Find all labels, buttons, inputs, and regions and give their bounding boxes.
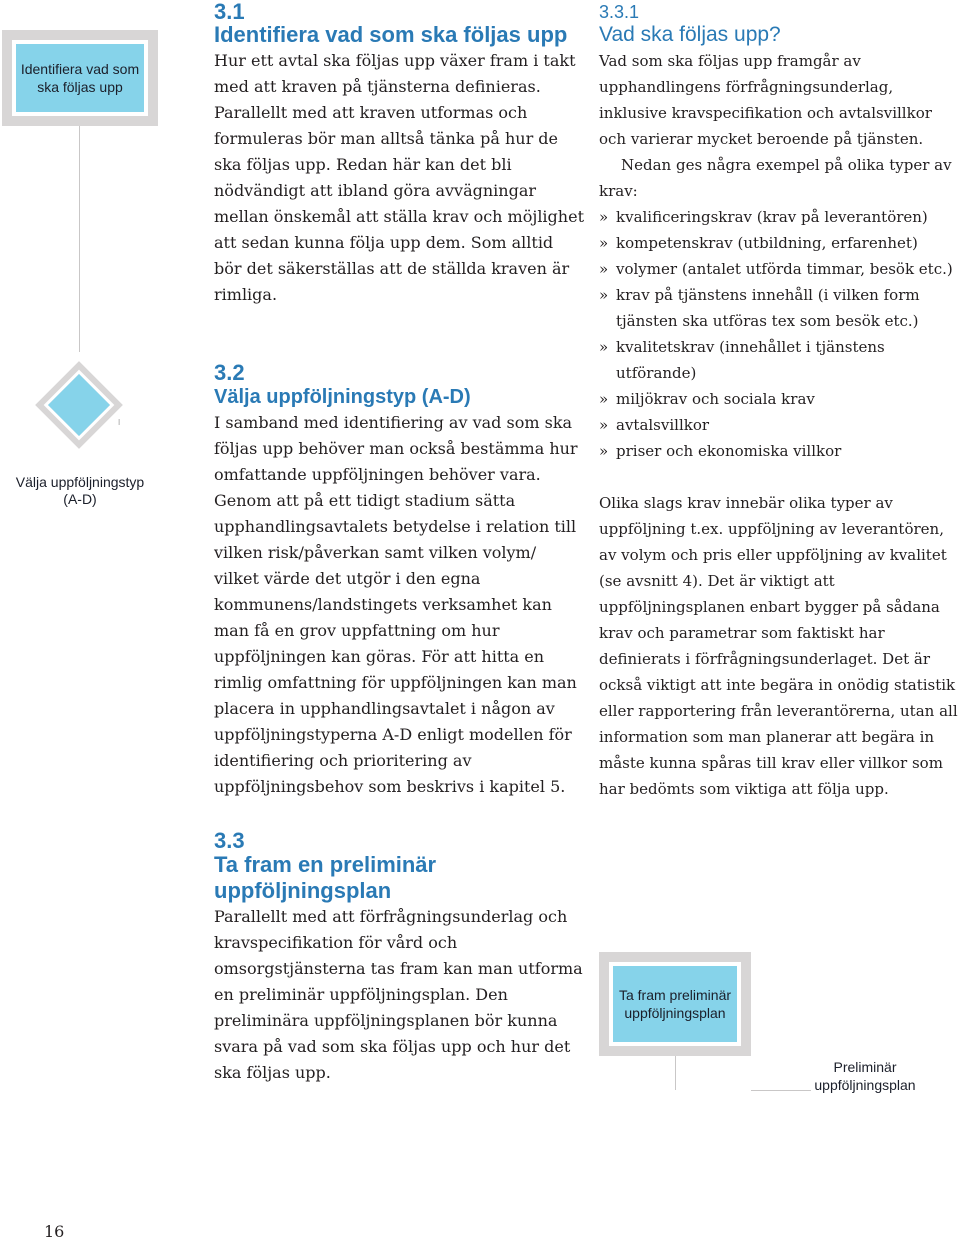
section-title: Ta fram en preliminär uppföljningsplan (214, 852, 437, 903)
diamond-label: Välja uppföljningstyp (A-D) (15, 474, 145, 507)
plan-box-label: Ta fram preliminär uppföljningsplan (618, 987, 732, 1021)
section-3-2 (214, 362, 584, 800)
section-number: 3.2 (214, 360, 245, 385)
identify-box-label: Identifiera vad som ska följas upp (20, 61, 140, 95)
section-title: Välja uppföljningstyp (A-D) (214, 386, 471, 408)
section-number: 3.3 (214, 828, 245, 853)
list-item: » priser och ekonomiska villkor (599, 438, 959, 464)
section-body: I samband med identifiering av vad som ska följas upp behöver man också bestämma hur omfattande uppföljningen behöver vara. Genom att på ett tidigt stadium sätta upphandlingsavtalets betydelse i relation till vilken risk/påverkan samt vilken volym/ vilket värde det utgör i den egna kommunens/landstingets verksamhet kan man få en grov uppfattning om hur uppföljningen kan göras. För att hitta en rimlig omfattning för uppföljningen kan man placera in upphandlingsavtalet i någon av uppföljningstyperna A-D enligt modellen för identifiering och prioritering av uppföljningsbehov som beskrivs i kapitel 5. (214, 413, 578, 796)
section-title: Identifiera vad som ska följas upp (214, 22, 568, 47)
page-number: 16 (44, 1222, 65, 1241)
section-body: Parallellt med att förfrågningsunderlag och kravspecifikation för vård och omsorgstjänsterna tas fram kan man utforma en preliminär uppföljningsplan. Den preliminära uppföljningsplanen bör kunna svara på vad som ska följas upp och hur det ska följas upp. (214, 907, 583, 1082)
plan-box (599, 952, 751, 1056)
section-3-1 (214, 2, 584, 308)
list-item: » kvalitetskrav (innehållet i tjänstens utförande) (599, 334, 959, 386)
subsection-title: Vad ska följas upp? (599, 23, 781, 46)
subsection-para-1: Vad som ska följas upp framgår av upphandlingens förfrågningsunderlag, inklusive kravspecifikation och avtalsvillkor och varierar mycket beroende på tjänsten. (599, 52, 932, 148)
list-item: » krav på tjänstens innehåll (i vilken form tjänsten ska utföras tex som besök etc.) (599, 282, 959, 334)
tiny-mark: I (118, 418, 121, 427)
plan-connector-horizontal (751, 1090, 811, 1091)
requirement-list (599, 204, 959, 464)
flow-connector-line (79, 126, 80, 352)
subsection-para-2: Nedan ges några exempel på olika typer av krav: (599, 156, 952, 200)
subsection-para-3: Olika slags krav innebär olika typer av uppföljning t.ex. uppföljning av leverantören, av volym och pris eller uppföljning av kvalitet (se avsnitt 4). Det är viktigt att uppföljningsplanen enbart bygger på sådana krav och parametrar som faktiskt har definierats i förfrågningsunderlaget. Det är också viktigt att inte begära in onödig statistik eller rapportering från leverantörerna, utan all information som man planerar att begära in måste kunna spåras till krav eller villkor som har bedömts som viktiga att följa upp. (599, 494, 958, 798)
section-3-3-1 (599, 2, 959, 802)
section-body: Hur ett avtal ska följas upp växer fram i takt med att kraven på tjänsterna definieras. Parallellt med att kraven utformas och formuleras bör man alltså tänka på hur de ska följas upp. Redan här kan det bli nödvändigt att ibland göra avvägningar mellan önskemål att ställa krav och möjlighet att sedan kunna följa upp dem. Som alltid bör det säkerställas att de ställda kraven är rimliga. (214, 51, 584, 304)
decision-diamond (36, 362, 122, 448)
section-3-3 (214, 830, 584, 1086)
identify-box-inner (12, 40, 148, 116)
plan-box-inner (609, 962, 741, 1046)
list-item: » kvalificeringskrav (krav på leverantören) (599, 204, 959, 230)
result-label: Preliminär uppföljningsplan (814, 1059, 916, 1093)
identify-box (2, 30, 158, 126)
section-number: 3.1 (214, 0, 245, 24)
list-item: » kompetenskrav (utbildning, erfarenhet) (599, 230, 959, 256)
plan-connector-vertical (675, 1056, 676, 1090)
list-item: » miljökrav och sociala krav (599, 386, 959, 412)
list-item: » volymer (antalet utförda timmar, besök etc.) (599, 256, 959, 282)
subsection-number: 3.3.1 (599, 2, 640, 22)
list-item: » avtalsvillkor (599, 412, 959, 438)
